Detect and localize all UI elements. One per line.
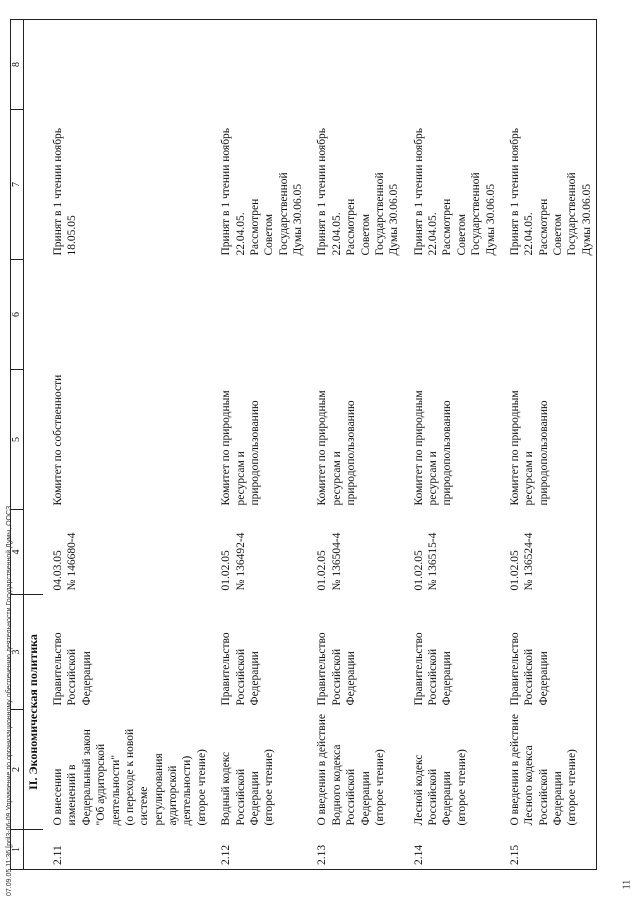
responsible-committee: Комитет по природным ресурсам и природопользованию bbox=[316, 390, 358, 506]
row-number: 2.13 bbox=[307, 830, 403, 870]
table-row bbox=[43, 20, 211, 870]
row-number: 2.15 bbox=[500, 830, 597, 870]
header-col-5: 5 bbox=[11, 370, 24, 510]
section-title: II. Экономическая политика bbox=[24, 595, 44, 830]
rotated-table-area bbox=[10, 20, 630, 870]
header-col-6: 6 bbox=[11, 260, 24, 370]
bill-title: Водный кодекс Российской Федерации (второе чтение) bbox=[220, 749, 276, 826]
page-number-text: 11 bbox=[621, 879, 633, 890]
header-col-4: 4 bbox=[11, 510, 24, 595]
bill-status: Принят в 1 чтении ноябрь 22.04.05. Рассмотрен Советом Государственной Думы 30.06.05 bbox=[412, 127, 497, 256]
row-number: 2.11 bbox=[43, 830, 211, 870]
header-col-3: 3 bbox=[11, 595, 24, 710]
row-number: 2.14 bbox=[404, 830, 500, 870]
column-8-cell bbox=[404, 20, 500, 110]
bill-title: О введении в действие Водного кодекса Российской Федерации (второе чтение) bbox=[316, 714, 386, 826]
bill-registration: 01.02.05 № 136504-4 bbox=[316, 532, 343, 591]
column-8-cell bbox=[211, 20, 307, 110]
column-6-cell bbox=[307, 260, 403, 370]
bill-registration: 01.02.05 № 136492-4 bbox=[220, 532, 247, 591]
column-6-cell bbox=[43, 260, 211, 370]
bill-author: Правительство Российской Федерации bbox=[52, 632, 93, 706]
column-8-cell bbox=[43, 20, 211, 110]
header-col-7: 7 bbox=[11, 110, 24, 260]
responsible-committee: Комитет по собственности bbox=[52, 374, 64, 506]
responsible-committee: Комитет по природным ресурсам и природопользованию bbox=[220, 390, 261, 506]
column-6-cell bbox=[404, 260, 500, 370]
footer-text: 07.09.05 11:36 [pril3-06-09 Управление по организационному обеспечению деятельности Государственной Думы, ООСЗ bbox=[6, 505, 13, 896]
bill-status: Принят в 1 чтении ноябрь 22.04.05. Рассмотрен Советом Государственной Думы 30.06.05 bbox=[316, 127, 401, 256]
bill-author: Правительство Российской Федерации bbox=[500, 595, 597, 710]
row-number: 2.12 bbox=[211, 830, 307, 870]
header-col-1: 1 bbox=[11, 830, 24, 870]
header-col-2: 2 bbox=[11, 710, 24, 830]
bill-registration: 01.02.05 № 136524-4 bbox=[500, 510, 597, 595]
responsible-committee: Комитет по природным ресурсам и природопользованию bbox=[500, 370, 597, 510]
bill-author: Правительство Российской Федерации bbox=[412, 632, 454, 706]
column-6-cell bbox=[211, 260, 307, 370]
table-row bbox=[500, 20, 597, 870]
bill-title: Лесной кодекс Российской Федерации (второе чтение) bbox=[412, 749, 468, 826]
bill-registration: 01.02.05 № 136515-4 bbox=[412, 532, 439, 591]
table-row bbox=[404, 20, 500, 870]
column-8-cell bbox=[307, 20, 403, 110]
bill-registration: 04.03.05 № 146680-4 bbox=[52, 532, 79, 591]
bill-title: О внесении изменений в Федеральный закон "Об аудиторской деятельности" (о переходе к новой системе регулирования аудиторской деятельности) (второе чтение) bbox=[52, 728, 208, 826]
column-6-cell bbox=[500, 260, 597, 370]
table-row bbox=[211, 20, 307, 870]
responsible-committee: Комитет по природным ресурсам и природопользованию bbox=[412, 390, 454, 506]
bill-status: Принят в 1 чтении ноябрь 22.04.05. Рассмотрен Советом Государственной Думы 30.06.05 bbox=[500, 110, 597, 260]
page-number bbox=[622, 874, 632, 892]
bill-status: Принят в 1 чтении ноябрь 18.05.05 bbox=[52, 127, 79, 256]
column-8-cell bbox=[500, 20, 597, 110]
bill-author: Правительство Российской Федерации bbox=[220, 632, 261, 706]
bill-status: Принят в 1 чтении ноябрь 22.04.05. Рассмотрен Советом Государственной Думы 30.06.05 bbox=[220, 127, 304, 256]
header-col-8: 8 bbox=[11, 20, 24, 110]
bill-author: Правительство Российской Федерации bbox=[316, 632, 358, 706]
section-row bbox=[24, 20, 44, 870]
bills-table bbox=[10, 19, 597, 870]
table-row bbox=[307, 20, 403, 870]
bill-title: О введении в действие Лесного кодекса Российской Федерации (второе чтение) bbox=[500, 710, 597, 830]
